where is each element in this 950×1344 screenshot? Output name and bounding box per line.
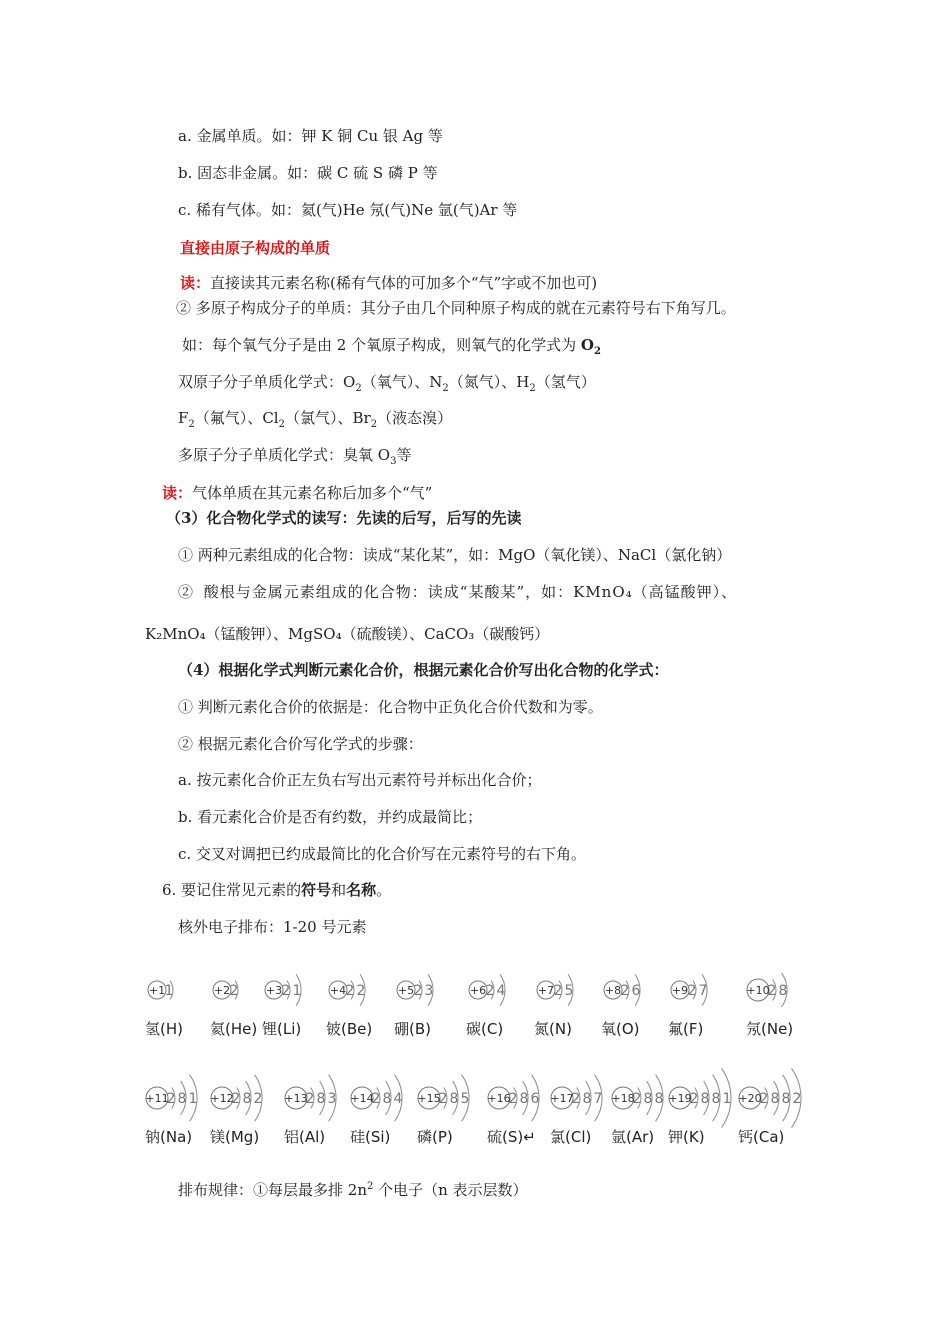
shell-electron-count: 6 — [530, 1091, 540, 1107]
text-line-rule: 排布规律：①每层最多排 $2n^2$ 个电子（n 表示层数） — [178, 1181, 528, 1199]
atom-svg — [668, 1070, 748, 1130]
element-name: 氮(N) — [534, 1020, 572, 1038]
heading-atomic-substance: 直接由原子构成的单质 — [180, 239, 331, 257]
nucleus-charge: +16 — [487, 1092, 511, 1105]
element-name: 镁(Mg) — [210, 1128, 260, 1146]
element-name: 氧(O) — [601, 1020, 640, 1038]
read-label-2: 读： — [162, 484, 193, 502]
shell-electron-count: 1 — [188, 1091, 198, 1107]
shell-electron-count: 8 — [778, 983, 788, 999]
nucleus-charge: +1 — [148, 984, 166, 997]
text-line-acid-salt-2: K₂MnO₄（锰酸钾）、MgSO₄（硫酸镁）、CaCO₃（碳酸钙） — [145, 625, 550, 643]
text-line-metal: a. 金属单质。如：钾 K 铜 Cu 银 Ag 等 — [178, 127, 443, 145]
shell-electron-count: 2 — [792, 1091, 802, 1107]
shell-electron-count: 3 — [327, 1091, 337, 1107]
text-line-binary-compound: ① 两种元素组成的化合物：读成“某化某”，如：MgO（氧化镁）、NaCl（氯化钠） — [178, 546, 732, 564]
text-line-diatomic: 双原子分子单质化学式：$O_2$（氧气）、$N_2$（氮气）、$H_2$（氢气） — [178, 373, 596, 394]
shell-electron-count: 8 — [643, 1091, 653, 1107]
text-line-step-c: c. 交叉对调把已约成最简比的化合价写在元素符号的右下角。 — [178, 845, 586, 863]
shell-electron-count: 7 — [593, 1091, 603, 1107]
diatomic-1: $O_2$（氧气） — [343, 373, 415, 394]
atom-svg — [394, 962, 474, 1022]
shell-electron-count: 8 — [316, 1091, 326, 1107]
shell-electron-count: 2 — [508, 1091, 518, 1107]
shell-electron-count: 2 — [632, 1091, 642, 1107]
nucleus-charge: +7 — [537, 984, 555, 997]
shell-electron-count: 2 — [281, 983, 291, 999]
shell-electron-count: 2 — [305, 1091, 315, 1107]
element-name: 硼(B) — [394, 1020, 431, 1038]
shell-electron-count: 2 — [356, 983, 366, 999]
atom-diagram-5 — [394, 962, 474, 1052]
diatomic-5: $Cl_2$（氯气） — [262, 409, 338, 430]
shell-electron-count: 2 — [413, 983, 423, 999]
nucleus-charge: +2 — [213, 984, 231, 997]
text-line-acid-salt: ② 酸根与金属元素组成的化合物：读成“某酸某”，如：KMnO₄（高锰酸钾）、 — [178, 583, 738, 601]
atom-svg — [668, 962, 748, 1022]
shell-electron-count: 8 — [449, 1091, 459, 1107]
shell-electron-count: 2 — [620, 983, 630, 999]
text-line-step-b: b. 看元素化合价是否有约数，并约成最简比； — [178, 808, 483, 826]
shell-electron-count: 2 — [571, 1091, 581, 1107]
shell-electron-count: 1 — [164, 983, 174, 999]
element-name: 硫(S)↵ — [487, 1128, 536, 1146]
nucleus-charge: +14 — [350, 1092, 374, 1105]
atom-svg — [417, 1070, 497, 1130]
atom-diagram-15 — [417, 1070, 497, 1160]
shell-electron-count: 4 — [496, 983, 506, 999]
atom-svg — [746, 962, 826, 1022]
read-text: 直接读其元素名称(稀有气体的可加多个“气”字或不加也可) — [210, 274, 598, 292]
atom-diagram-9 — [668, 962, 748, 1052]
text-line-read-1 — [180, 273, 597, 293]
text-line-remember: 6. 要记住常见元素的符号和名称。 — [162, 881, 392, 899]
text-line-nonmetal: b. 固态非金属。如：碳 C 硫 S 磷 P 等 — [178, 164, 438, 182]
text-line-electron-config: 核外电子排布：1-20 号元素 — [178, 918, 367, 936]
shell-electron-count: 8 — [781, 1091, 791, 1107]
element-name: 氩(Ar) — [611, 1128, 655, 1146]
shell-electron-count: 8 — [654, 1091, 664, 1107]
element-name: 碳(C) — [466, 1020, 504, 1038]
nucleus-charge: +3 — [265, 984, 283, 997]
text-line-diatomic-2: $F_2$（氟气）、$Cl_2$（氯气）、$Br_2$（液态溴） — [178, 409, 453, 430]
text-line-oxygen-example — [182, 335, 601, 355]
text-line-polyatomic: 多原子分子单质化学式：臭氧 $O_3$等 — [178, 446, 412, 467]
shell-electron-count: 2 — [229, 983, 239, 999]
heading-compound-read-write: （3）化合物化学式的读写：先读的后写，后写的先读 — [166, 509, 522, 527]
diatomic-6: $Br_2$（液态溴） — [352, 409, 453, 430]
nucleus-charge: +18 — [611, 1092, 635, 1105]
element-name: 氖(Ne) — [746, 1020, 794, 1038]
element-name: 钠(Na) — [145, 1128, 193, 1146]
shell-electron-count: 2 — [345, 983, 355, 999]
text-line-valence-steps: ② 根据元素化合价写化学式的步骤： — [178, 735, 423, 753]
shell-electron-count: 5 — [564, 983, 574, 999]
shell-electron-count: 8 — [177, 1091, 187, 1107]
nucleus-charge: +15 — [417, 1092, 441, 1105]
nucleus-charge: +5 — [397, 984, 415, 997]
atom-diagram-20 — [738, 1070, 818, 1160]
element-name: 氢(H) — [145, 1020, 183, 1038]
nucleus-charge: +9 — [671, 984, 689, 997]
element-name: 铍(Be) — [326, 1020, 373, 1038]
read-label: 读： — [180, 274, 211, 292]
shell-electron-count: 2 — [371, 1091, 381, 1107]
diatomic-prefix: 双原子分子单质化学式： — [178, 373, 344, 391]
nucleus-charge: +11 — [145, 1092, 169, 1105]
shell-electron-count: 2 — [553, 983, 563, 999]
shell-electron-count: 8 — [382, 1091, 392, 1107]
shell-electron-count: 2 — [485, 983, 495, 999]
shell-electron-count: 2 — [687, 983, 697, 999]
shell-electron-count: 4 — [393, 1091, 403, 1107]
shell-electron-count: 2 — [689, 1091, 699, 1107]
shell-electron-count: 8 — [519, 1091, 529, 1107]
diatomic-4: $F_2$（氟气） — [178, 409, 248, 430]
nucleus-charge: +19 — [668, 1092, 692, 1105]
shell-electron-count: 2 — [231, 1091, 241, 1107]
nucleus-charge: +13 — [284, 1092, 308, 1105]
element-name: 锂(Li) — [262, 1020, 302, 1038]
nucleus-charge: +12 — [210, 1092, 234, 1105]
shell-electron-count: 1 — [292, 983, 302, 999]
text-line-step-a: a. 按元素化合价正左负右写出元素符号并标出化合价； — [178, 771, 542, 789]
text-line-read-2: 读：气体单质在其元素名称后加多个“气” — [162, 484, 433, 502]
nucleus-charge: +10 — [746, 984, 770, 997]
text-line-noble-gas: c. 稀有气体。如：氦(气)He 氖(气)Ne 氩(气)Ar 等 — [178, 201, 518, 219]
element-name: 钾(K) — [668, 1128, 705, 1146]
shell-electron-count: 1 — [722, 1091, 732, 1107]
atom-svg — [738, 1070, 818, 1130]
diatomic-2: $N_2$（氮气） — [429, 373, 502, 394]
element-name: 铝(Al) — [284, 1128, 326, 1146]
shell-electron-count: 5 — [460, 1091, 470, 1107]
shell-electron-count: 2 — [438, 1091, 448, 1107]
text-line-molecule-rule: ② 多原子构成分子的单质：其分子由几个同种原子构成的就在元素符号右下角写几。 — [176, 299, 736, 317]
element-name: 硅(Si) — [350, 1128, 391, 1146]
diatomic-3: $H_2$（氢气） — [516, 373, 596, 394]
nucleus-charge: +6 — [469, 984, 487, 997]
oxygen-formula-sub: 2 — [593, 346, 601, 357]
element-name: 氟(F) — [668, 1020, 704, 1038]
shell-electron-count: 2 — [767, 983, 777, 999]
shell-electron-count: 7 — [698, 983, 708, 999]
shell-electron-count: 2 — [759, 1091, 769, 1107]
heading-valence: （4）根据化学式判断元素化合价，根据元素化合价写出化合物的化学式： — [178, 661, 669, 679]
atom-diagram-10 — [746, 962, 826, 1052]
atom-svg — [210, 1070, 290, 1130]
element-name: 磷(P) — [417, 1128, 453, 1146]
nucleus-charge: +8 — [604, 984, 622, 997]
shell-electron-count: 2 — [253, 1091, 263, 1107]
text-line-valence-basis: ① 判断元素化合价的依据是：化合物中正负化合价代数和为零。 — [178, 698, 603, 716]
oxygen-example-text: 如：每个氧气分子是由 2 个氧原子构成，则氧气的化学式为 — [182, 336, 581, 354]
element-name: 钙(Ca) — [738, 1128, 785, 1146]
shell-electron-count: 8 — [711, 1091, 721, 1107]
shell-electron-count: 8 — [242, 1091, 252, 1107]
atom-diagram-19 — [668, 1070, 748, 1160]
nucleus-charge: +4 — [329, 984, 347, 997]
element-name: 氦(He) — [210, 1020, 258, 1038]
atom-diagram-12 — [210, 1070, 290, 1160]
shell-electron-count: 8 — [700, 1091, 710, 1107]
shell-electron-count: 2 — [166, 1091, 176, 1107]
shell-electron-count: 8 — [582, 1091, 592, 1107]
shell-electron-count: 3 — [424, 983, 434, 999]
nucleus-charge: +17 — [550, 1092, 574, 1105]
nucleus-charge: +20 — [738, 1092, 762, 1105]
shell-electron-count: 6 — [631, 983, 641, 999]
element-name: 氯(Cl) — [550, 1128, 592, 1146]
shell-electron-count: 8 — [770, 1091, 780, 1107]
oxygen-formula: O — [580, 336, 594, 354]
